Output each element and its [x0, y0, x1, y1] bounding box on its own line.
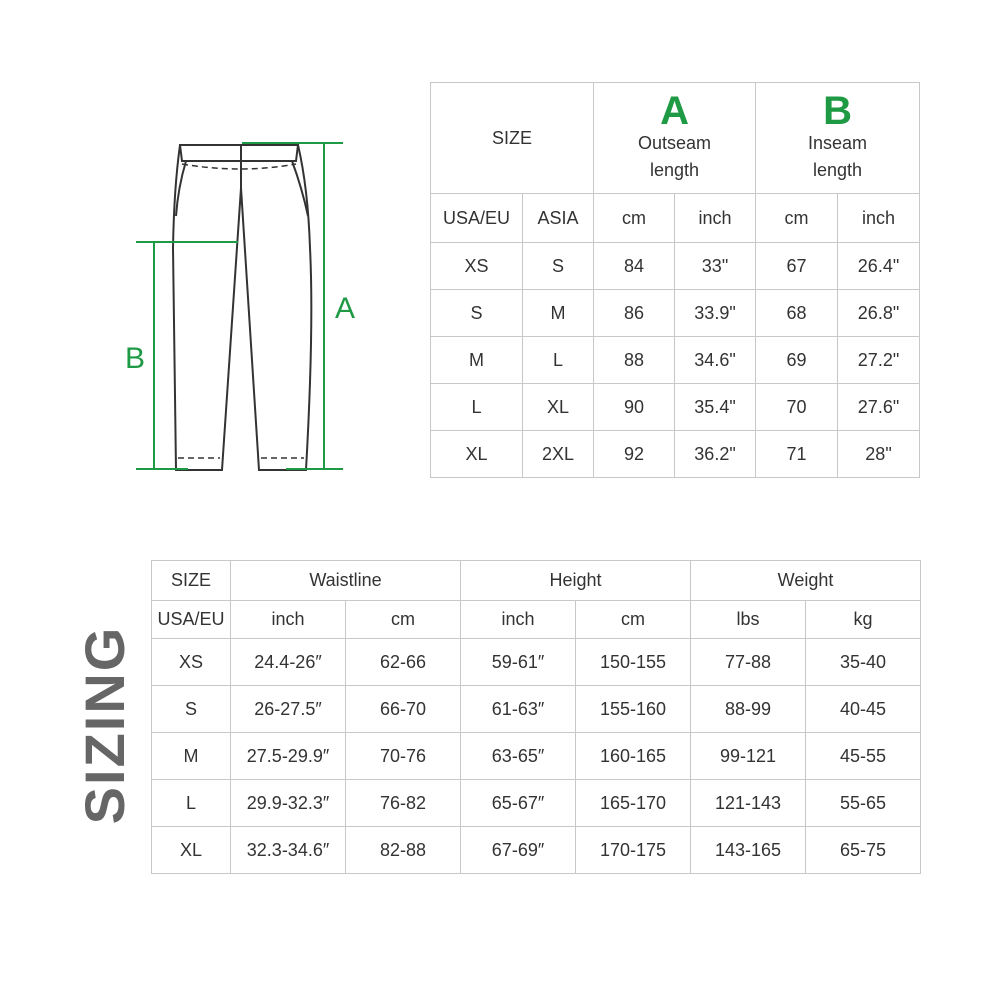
label-a: A [334, 292, 356, 325]
table-cell: 82-88 [346, 827, 461, 874]
outseam-line1: Outseam [638, 133, 712, 153]
table-row [431, 243, 920, 290]
table-cell: 155-160 [576, 686, 691, 733]
table-cell: L [523, 337, 594, 384]
table-cell: 150-155 [576, 639, 691, 686]
unit-row [431, 194, 920, 243]
label-b: B [124, 342, 146, 375]
table-cell: 40-45 [806, 686, 921, 733]
unit-cell: cm [756, 194, 838, 243]
table-cell: 84 [594, 243, 675, 290]
table-cell: 26-27.5″ [231, 686, 346, 733]
table-cell: S [523, 243, 594, 290]
table-cell: 99-121 [691, 733, 806, 780]
unit-cell: USA/EU [152, 601, 231, 639]
table-cell: 71 [756, 431, 838, 478]
unit-cell: inch [675, 194, 756, 243]
unit-cell: cm [594, 194, 675, 243]
table-cell: 45-55 [806, 733, 921, 780]
outseam-letter: A [660, 89, 689, 133]
table-cell: S [431, 290, 523, 337]
table-cell: 67 [756, 243, 838, 290]
table-cell: XL [523, 384, 594, 431]
table-cell: L [431, 384, 523, 431]
table-cell: 70-76 [346, 733, 461, 780]
table-row [431, 290, 920, 337]
table-cell: 33" [675, 243, 756, 290]
body-measurements-table [151, 560, 921, 874]
table-cell: 170-175 [576, 827, 691, 874]
table-cell: 63-65″ [461, 733, 576, 780]
table-row [431, 384, 920, 431]
table-cell: M [431, 337, 523, 384]
inseam-letter: B [823, 89, 852, 133]
outseam-header [594, 83, 756, 194]
table-cell: 35-40 [806, 639, 921, 686]
table-cell: 2XL [523, 431, 594, 478]
table-cell: 55-65 [806, 780, 921, 827]
unit-cell: kg [806, 601, 921, 639]
table-cell: 86 [594, 290, 675, 337]
table-cell: 68 [756, 290, 838, 337]
table-cell: 160-165 [576, 733, 691, 780]
weight-header: Weight [691, 561, 921, 601]
table-cell: 59-61″ [461, 639, 576, 686]
table-cell: 34.6" [675, 337, 756, 384]
unit-cell: lbs [691, 601, 806, 639]
outseam-inseam-table [430, 82, 920, 478]
unit-cell: cm [576, 601, 691, 639]
table-cell: 92 [594, 431, 675, 478]
table-cell: S [152, 686, 231, 733]
table-cell: XS [431, 243, 523, 290]
height-header: Height [461, 561, 691, 601]
table-cell: 27.6" [838, 384, 920, 431]
table-row [152, 827, 921, 874]
unit-cell: inch [231, 601, 346, 639]
table-cell: M [523, 290, 594, 337]
table-cell: 24.4-26″ [231, 639, 346, 686]
inseam-header [756, 83, 920, 194]
table-cell: 28" [838, 431, 920, 478]
outseam-line2: length [649, 160, 700, 180]
table-row [152, 686, 921, 733]
table-cell: XL [152, 827, 231, 874]
table-cell: XS [152, 639, 231, 686]
table-row [431, 431, 920, 478]
table-cell: 67-69″ [461, 827, 576, 874]
inseam-line1: Inseam [808, 133, 868, 153]
table-row [152, 639, 921, 686]
header-row [152, 561, 921, 601]
table-cell: 76-82 [346, 780, 461, 827]
table-cell: 29.9-32.3″ [231, 780, 346, 827]
table-cell: 165-170 [576, 780, 691, 827]
table-cell: 65-67″ [461, 780, 576, 827]
waistline-header: Waistline [231, 561, 461, 601]
table-cell: 88-99 [691, 686, 806, 733]
table-cell: 36.2" [675, 431, 756, 478]
table-cell: 35.4" [675, 384, 756, 431]
table-cell: 27.5-29.9″ [231, 733, 346, 780]
inseam-line2: length [812, 160, 863, 180]
table-cell: 62-66 [346, 639, 461, 686]
table-row [152, 780, 921, 827]
table-cell: 26.8" [838, 290, 920, 337]
table-cell: 26.4" [838, 243, 920, 290]
table-cell: 61-63″ [461, 686, 576, 733]
table-cell: 27.2" [838, 337, 920, 384]
pants-diagram [118, 128, 368, 488]
table-cell: 90 [594, 384, 675, 431]
table-cell: L [152, 780, 231, 827]
table-cell: 121-143 [691, 780, 806, 827]
table-cell: 65-75 [806, 827, 921, 874]
table-cell: 77-88 [691, 639, 806, 686]
table-cell: 33.9" [675, 290, 756, 337]
table-cell: M [152, 733, 231, 780]
unit-cell: inch [461, 601, 576, 639]
table-cell: 88 [594, 337, 675, 384]
table-cell: XL [431, 431, 523, 478]
size-header: SIZE [431, 83, 594, 194]
size-header: SIZE [152, 561, 231, 601]
table-cell: 143-165 [691, 827, 806, 874]
unit-row [152, 601, 921, 639]
unit-cell: inch [838, 194, 920, 243]
unit-cell: ASIA [523, 194, 594, 243]
table-row [431, 337, 920, 384]
table-cell: 70 [756, 384, 838, 431]
unit-cell: cm [346, 601, 461, 639]
unit-cell: USA/EU [431, 194, 523, 243]
table-cell: 32.3-34.6″ [231, 827, 346, 874]
table-cell: 69 [756, 337, 838, 384]
sizing-title: SIZING [73, 625, 136, 825]
table-cell: 66-70 [346, 686, 461, 733]
table-row [152, 733, 921, 780]
